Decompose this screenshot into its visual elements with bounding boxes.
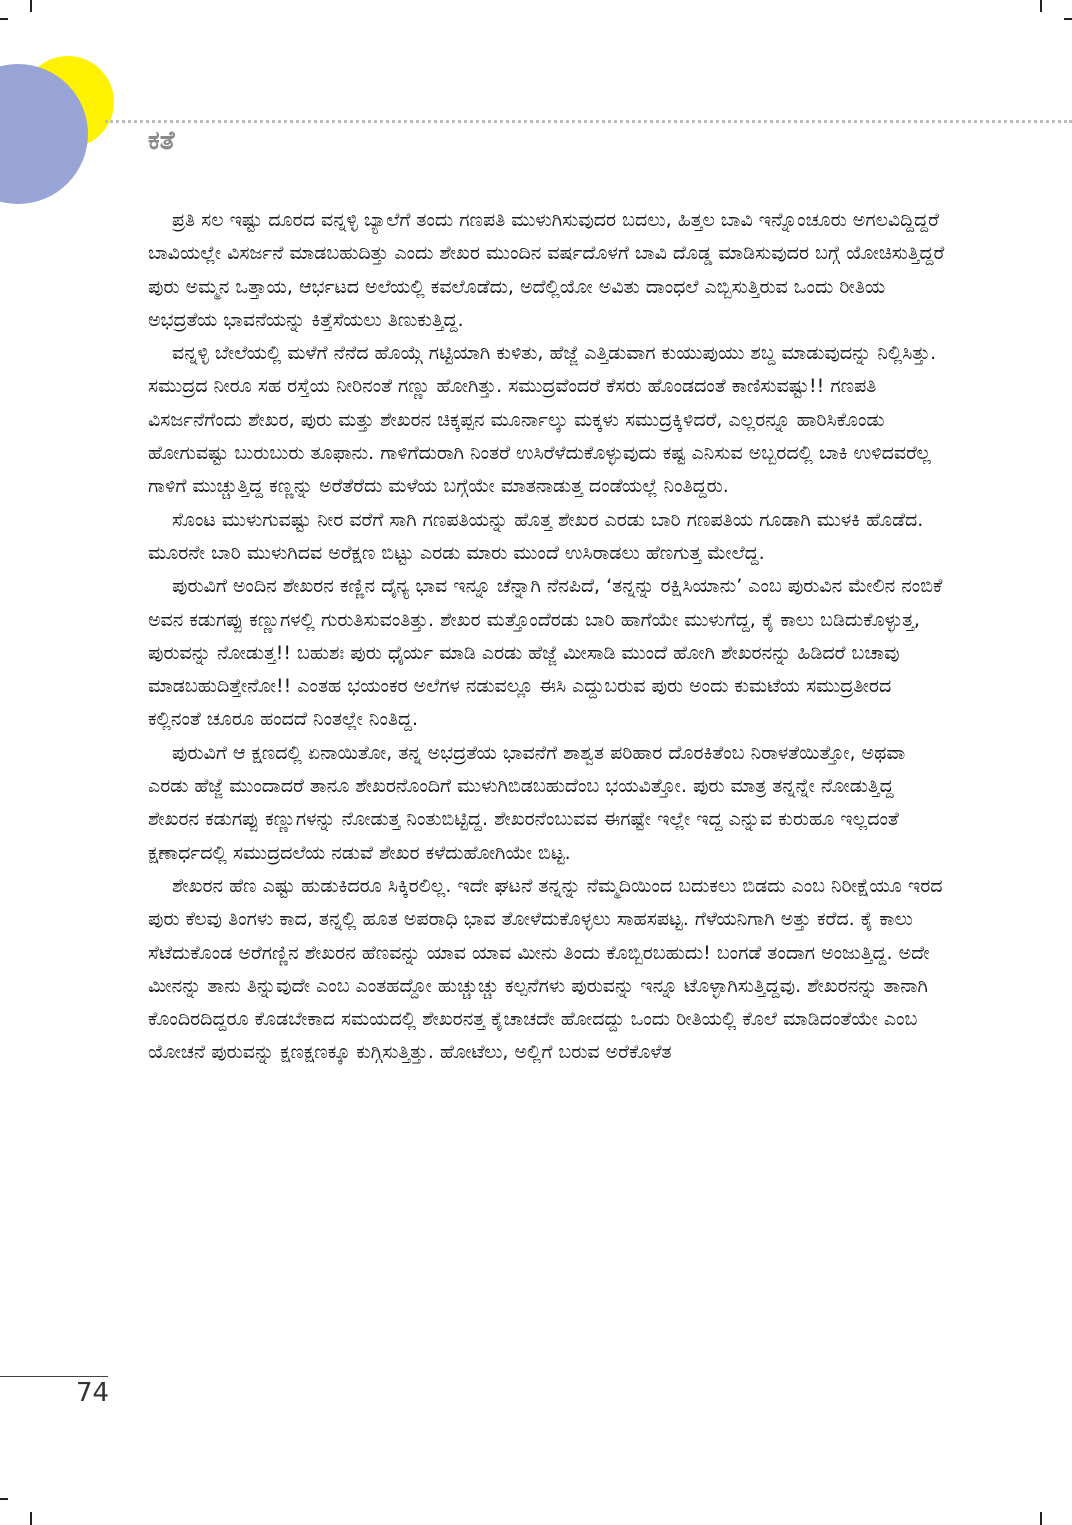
story-paragraph-5: ಪುರುವಿಗೆ ಆ ಕ್ಷಣದಲ್ಲಿ ಏನಾಯಿತೋ, ತನ್ನ ಅಭದ್ರತೆಯ ಭಾವನೆಗೆ ಶಾಶ್ವತ ಪರಿಹಾರ ದೊರಕಿತೆಂಬ ನಿರಾಳತೆಯಿತ್ತೋ, ಅಥವಾ ಎರಡು ಹೆಜ್ಜೆ ಮುಂದಾದರೆ ತಾನೂ ಶೇಖರನೊಂದಿಗೆ ಮುಳುಗಿಬಿಡಬಹುದೆಂಬ ಭಯವಿತ್ತೋ. ಪುರು ಮಾತ್ರ ತನ್ನನ್ನೇ ನೋಡುತ್ತಿದ್ದ ಶೇಖರನ ಕಡುಗಪ್ಪು ಕಣ್ಣುಗಳನ್ನು ನೋಡುತ್ತ ನಿಂತುಬಿಟ್ಟಿದ್ದ. ಶೇಖರನೆಂಬುವವ ಈಗಷ್ಟೇ ಇಲ್ಲೇ ಇದ್ದ ಎನ್ನುವ ಕುರುಹೂ ಇಲ್ಲದಂತೆ ಕ್ಷಣಾರ್ಧದಲ್ಲಿ ಸಮುದ್ರದಲೆಯ ನಡುವೆ ಶೇಖರ ಕಳೆದುಹೋಗಿಯೇ ಬಿಟ್ಟ.	[148, 741, 906, 864]
story-paragraph-6: ಶೇಖರನ ಹೆಣ ಎಷ್ಟು ಹುಡುಕಿದರೂ ಸಿಕ್ಕಿರಲಿಲ್ಲ. ಇದೇ ಘಟನೆ ತನ್ನನ್ನು ನೆಮ್ಮದಿಯಿಂದ ಬದುಕಲು ಬಿಡದು ಎಂಬ ನಿರೀಕ್ಷೆಯೂ ಇರದ ಪುರು ಕೆಲವು ತಿಂಗಳು ಕಾದ, ತನ್ನಲ್ಲಿ ಹೂತ ಅಪರಾಧಿ ಭಾವ ತೋಳೆದುಕೊಳ್ಳಲು ಸಾಹಸಪಟ್ಟ. ಗೆಳೆಯನಿಗಾಗಿ ಅತ್ತು ಕರೆದ. ಕೈ ಕಾಲು ಸೆಟೆದುಕೊಂಡ ಅರೆಗಣ್ಣಿನ ಶೇಖರನ ಹೆಣವನ್ನು ಯಾವ ಯಾವ ಮೀನು ತಿಂದು ಕೊಬ್ಬಿರಬಹುದು! ಬಂಗಡೆ ತಂದಾಗ ಅಂಜುತ್ತಿದ್ದ. ಅದೇ ಮೀನನ್ನು ತಾನು ತಿನ್ನುವುದೇ ಎಂಬ ಎಂತಹದ್ದೋ ಹುಚ್ಚುಚ್ಚು ಕಲ್ಪನೆಗಳು ಪುರುವನ್ನು ಇನ್ನೂ ಟೊಳ್ಳಾಗಿಸುತ್ತಿದ್ದವು. ಶೇಖರನನ್ನು ತಾನಾಗಿ ಕೊಂದಿರದಿದ್ದರೂ ಕೊಡಬೇಕಾದ ಸಮಯದಲ್ಲಿ ಶೇಖರನತ್ತ ಕೈಚಾಚದೇ ಹೋದದ್ದು ಒಂದು ರೀತಿಯಲ್ಲಿ ಕೊಲೆ ಮಾಡಿದಂತೆಯೇ ಎಂಬ ಯೋಚನೆ ಪುರುವನ್ನು ಕ್ಷಣಕ್ಷಣಕ್ಕೂ ಕುಗ್ಗಿಸುತ್ತಿತ್ತು. ಹೋಟೆಲು, ಅಲ್ಲಿಗೆ ಬರುವ ಅರೆಕೊಳೆತ	[148, 874, 943, 1064]
dotted-rule	[105, 120, 1072, 123]
crop-mark-left-lower	[0, 1498, 8, 1500]
page-number: 74	[76, 1378, 110, 1408]
story-paragraph-2: ವನ್ನಳ್ಳಿ ಬೇಲೆಯಲ್ಲಿ ಮಳೆಗೆ ನೆನೆದ ಹೊಯ್ಗೆ ಗಟ್ಟಿಯಾಗಿ ಕುಳಿತು, ಹೆಜ್ಜೆ ಎತ್ತಿಡುವಾಗ ಕುಯುಪುಯು ಶಬ್ದ ಮಾಡುವುದನ್ನು ನಿಲ್ಲಿಸಿತ್ತು. ಸಮುದ್ರದ ನೀರೂ ಸಹ ರಸ್ತೆಯ ನೀರಿನಂತೆ ಗಣ್ಣು ಹೋಗಿತ್ತು. ಸಮುದ್ರವೆಂದರೆ ಕೆಸರು ಹೊಂಡದಂತೆ ಕಾಣಿಸುವಷ್ಟು!! ಗಣಪತಿ ವಿಸರ್ಜನೆಗೆಂದು ಶೇಖರ, ಪುರು ಮತ್ತು ಶೇಖರನ ಚಿಕ್ಕಪ್ಪನ ಮೂರ್ನಾಲ್ಕು ಮಕ್ಕಳು ಸಮುದ್ರಕ್ಕಿಳಿದರೆ, ಎಲ್ಲರನ್ನೂ ಹಾರಿಸಿಕೊಂಡು ಹೋಗುವಷ್ಟು ಬುರುಬುರು ತೂಫಾನು. ಗಾಳಿಗೆದುರಾಗಿ ನಿಂತರೆ ಉಸಿರೆಳೆದುಕೊಳ್ಳುವುದು ಕಷ್ಟ ಎನಿಸುವ ಅಬ್ಬರದಲ್ಲಿ ಬಾಕಿ ಉಳಿದವರೆಲ್ಲ ಗಾಳಿಗೆ ಮುಚ್ಚುತ್ತಿದ್ದ ಕಣ್ಣನ್ನು ಅರೆತೆರೆದು ಮಳೆಯ ಬಗ್ಗೆಯೇ ಮಾತನಾಡುತ್ತ ದಂಡೆಯಲ್ಲೆ ನಿಂತಿದ್ದರು.	[148, 342, 937, 498]
crop-mark-right-upper	[1064, 18, 1072, 20]
story-paragraph-3: ಸೊಂಟ ಮುಳುಗುವಷ್ಟು ನೀರ ವರೆಗೆ ಸಾಗಿ ಗಣಪತಿಯನ್ನು ಹೊತ್ತ ಶೇಖರ ಎರಡು ಬಾರಿ ಗಣಪತಿಯ ಗೂಡಾಗಿ ಮುಳಕಿ ಹೊಡೆದ. ಮೂರನೇ ಬಾರಿ ಮುಳುಗಿದವ ಅರೆಕ್ಷಣ ಬಿಟ್ಟು ಎರಡು ಮಾರು ಮುಂದೆ ಉಸಿರಾಡಲು ಹೆಣಗುತ್ತ ಮೇಲೆದ್ದ.	[148, 508, 924, 564]
crop-mark-top-left	[30, 0, 32, 12]
crop-mark-bottom-right	[1040, 1512, 1042, 1525]
corner-decoration	[0, 50, 130, 210]
story-paragraph-1: ಪ್ರತಿ ಸಲ ಇಷ್ಟು ದೂರದ ವನ್ನಳ್ಳಿ ಬ್ಯಾಲೆಗೆ ತಂದು ಗಣಪತಿ ಮುಳುಗಿಸುವುದರ ಬದಲು, ಹಿತ್ತಲ ಬಾವಿ ಇನ್ನೊಂಚೂರು ಅಗಲವಿದ್ದಿದ್ದರೆ ಬಾವಿಯಲ್ಲೇ ವಿಸರ್ಜನೆ ಮಾಡಬಹುದಿತ್ತು ಎಂದು ಶೇಖರ ಮುಂದಿನ ವರ್ಷದೊಳಗೆ ಬಾವಿ ದೊಡ್ಡ ಮಾಡಿಸುವುದರ ಬಗ್ಗೆ ಯೋಚಿಸುತ್ತಿದ್ದರೆ ಪುರು ಅಮ್ಮನ ಒತ್ತಾಯ, ಆರ್ಭಟದ ಅಲೆಯಲ್ಲಿ ಕವಲೊಡೆದು, ಅದೆಲ್ಲಿಯೋ ಅವಿತು ದಾಂಧಲೆ ಎಬ್ಬಿಸುತ್ತಿರುವ ಒಂದು ರೀತಿಯ ಅಭದ್ರತೆಯ ಭಾವನೆಯನ್ನು ಕಿತ್ತೆಸೆಯಲು ತಿಣುಕುತ್ತಿದ್ದ.	[148, 209, 945, 331]
crop-mark-bottom-left	[30, 1512, 32, 1525]
crop-mark-top-right	[1040, 0, 1042, 12]
section-title: ಕತೆ	[148, 126, 175, 156]
story-paragraph-4: ಪುರುವಿಗೆ ಅಂದಿನ ಶೇಖರನ ಕಣ್ಣಿನ ದೈನ್ಯ ಭಾವ ಇನ್ನೂ ಚೆನ್ನಾಗಿ ನೆನಪಿದೆ, ‘ತನ್ನನ್ನು ರಕ್ಷಿಸಿಯಾನು’ ಎಂಬ ಪುರುವಿನ ಮೇಲಿನ ನಂಬಿಕೆ ಅವನ ಕಡುಗಪ್ಪು ಕಣ್ಣುಗಳಲ್ಲಿ ಗುರುತಿಸುವಂತಿತ್ತು. ಶೇಖರ ಮತ್ತೊಂದೆರಡು ಬಾರಿ ಹಾಗೆಯೇ ಮುಳುಗೆದ್ದ, ಕೈ ಕಾಲು ಬಡಿದುಕೊಳ್ಳುತ್ತ, ಪುರುವನ್ನು ನೋಡುತ್ತ!! ಬಹುಶಃ ಪುರು ಧೈರ್ಯ ಮಾಡಿ ಎರಡು ಹೆಜ್ಜೆ ಮೀಸಾಡಿ ಮುಂದೆ ಹೋಗಿ ಶೇಖರನನ್ನು ಹಿಡಿದರೆ ಬಚಾವು ಮಾಡಬಹುದಿತ್ತೇನೋ!! ಎಂತಹ ಭಯಂಕರ ಅಲೆಗಳ ನಡುವಲ್ಲೂ ಈಸಿ ಎದ್ದುಬರುವ ಪುರು ಅಂದು ಕುಮಟೆಯ ಸಮುದ್ರತೀರದ ಕಲ್ಲಿನಂತೆ ಚೂರೂ ಹಂದದೆ ನಿಂತಲ್ಲೇ ನಿಂತಿದ್ದ.	[148, 575, 943, 731]
folio-rule	[0, 1376, 108, 1377]
story-body	[148, 204, 948, 1070]
crop-mark-left-upper	[0, 18, 8, 20]
